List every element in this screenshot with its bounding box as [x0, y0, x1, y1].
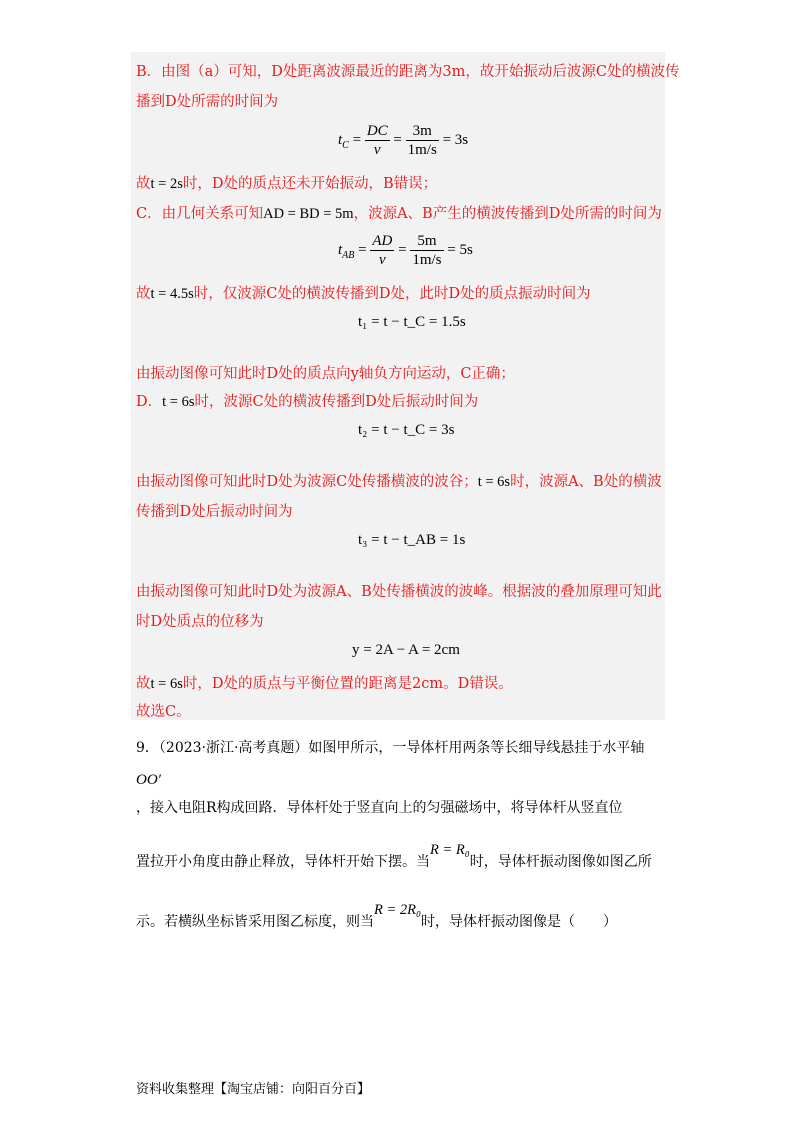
solution-d-line5: 时D处质点的位移为: [136, 614, 264, 630]
solution-c-line1: C．由几何关系可知AD = BD = 5m，波源A、B产生的横波传播到D处所需的时间为: [136, 206, 662, 222]
equation-t1: t₁ = t − t_C = 1.5s: [358, 314, 466, 330]
footer-text: 资料收集整理【淘宝店铺：向阳百分百】: [136, 1082, 371, 1097]
equation-y: y = 2A − A = 2cm: [352, 642, 460, 658]
solution-d-line7: 故选C。: [136, 704, 191, 720]
question-axis: OO′: [136, 772, 161, 788]
solution-d-line1: D．t = 6s时，波源C处的横波传播到D处后振动时间为: [136, 394, 479, 410]
equation-t2: t₂ = t − t_C = 3s: [358, 422, 455, 438]
solution-c-line3: 由振动图像可知此时D处的质点向y轴负方向运动，C正确；: [136, 366, 515, 382]
solution-b-line1: B．由图（a）可知，D处距离波源最近的距离为3m，故开始振动后波源C处的横波传: [136, 64, 680, 80]
solution-d-line6: 故t = 6s时，D处的质点与平衡位置的距离是2cm。D错误。: [136, 676, 513, 692]
solution-b-line2: 播到D处所需的时间为: [136, 94, 279, 110]
solution-d-line3: 传播到D处后振动时间为: [136, 504, 293, 520]
equation-tab: $t_{AB}$ = $\frac{AD}{v}$ = $\frac{5m}{1m/s}$ = 5s: [338, 233, 473, 268]
question-line1: 9．（2023·浙江·高考真题）如图甲所示，一导体杆用两条等长细导线悬挂于水平轴: [136, 740, 645, 756]
equation-tc: $t_C$ = $\frac{DC}{v}$ = $\frac{3m}{1m/s}$ = 3s: [338, 123, 469, 158]
solution-b-line3: 故t = 2s时，D处的质点还未开始振动，B错误；: [136, 176, 438, 192]
solution-d-line4: 由振动图像可知此时D处为波源A、B处传播横波的波峰。根据波的叠加原理可知此: [136, 584, 662, 600]
question-line4: 示。若横纵坐标皆采用图乙标度，则当R = 2R₀时，导体杆振动图像是（ ）: [136, 902, 618, 930]
question-line2: ，接入电阻R构成回路．导体杆处于竖直向上的匀强磁场中，将导体杆从竖直位: [136, 800, 623, 816]
solution-d-line2: 由振动图像可知此时D处为波源C处传播横波的波谷；t = 6s时，波源A、B处的横波: [136, 474, 662, 490]
equation-t3: t₃ = t − t_AB = 1s: [358, 532, 466, 548]
solution-c-line2: 故t = 4.5s时，仅波源C处的横波传播到D处，此时D处的质点振动时间为: [136, 286, 591, 302]
question-line3: 置拉开小角度由静止释放，导体杆开始下摆。当R = R₀时，导体杆振动图像如图乙所: [136, 842, 652, 870]
